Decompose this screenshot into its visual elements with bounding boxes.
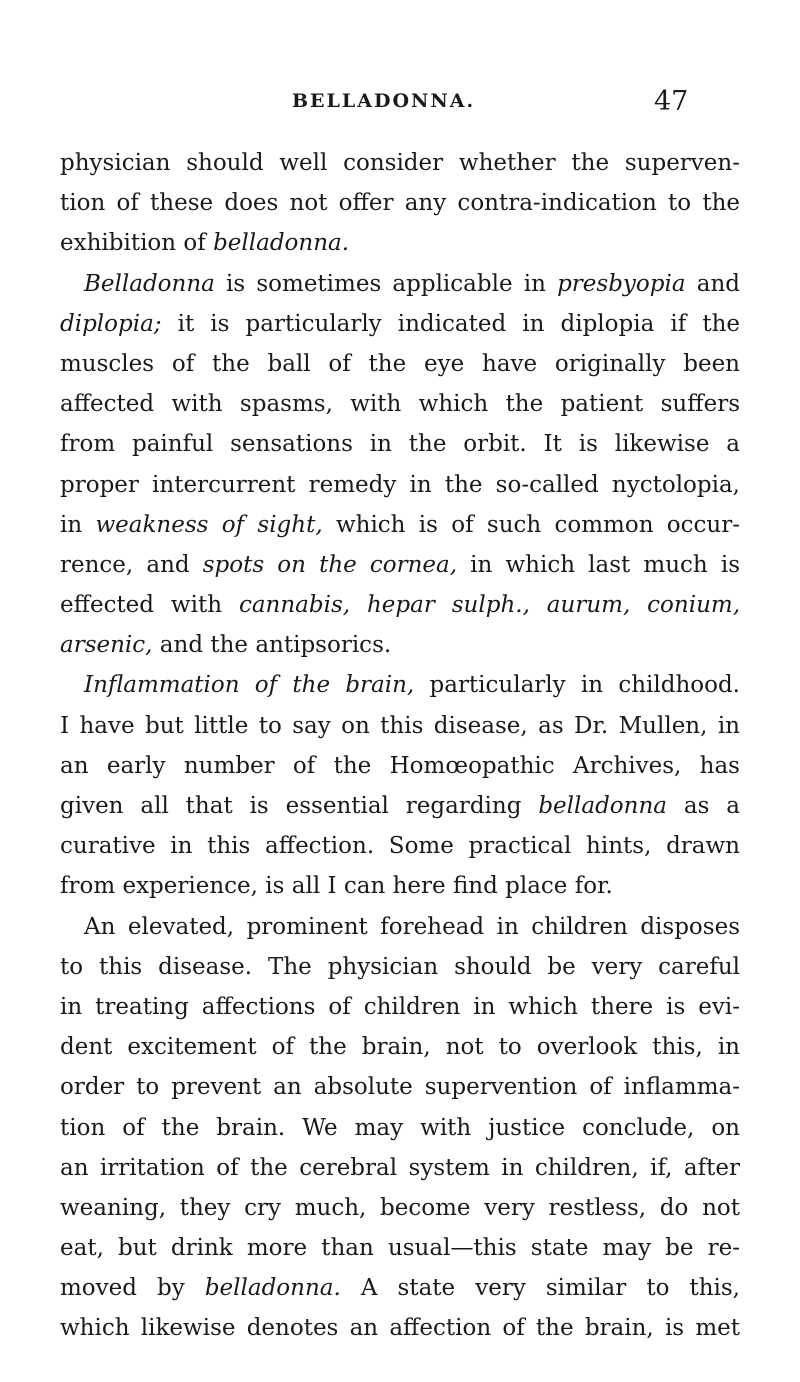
text-line (60, 143, 740, 183)
text-span: given all that is essential regarding (60, 793, 539, 819)
text-line (60, 625, 740, 665)
text-span: eat, but drink more than usual—this state may be re- (60, 1235, 740, 1262)
text-span: which is of such common occur- (322, 511, 740, 538)
italic-text: belladonna (538, 793, 667, 819)
text-span: in which last much is (457, 551, 740, 578)
text-span: rence, and (60, 551, 203, 578)
text-line (60, 465, 740, 505)
text-span: order to prevent an absolute supervention of inflamma- (60, 1074, 740, 1101)
text-line (60, 1268, 740, 1308)
text-line (60, 786, 740, 826)
body-text (60, 143, 740, 1349)
text-span: tion of these does not offer any contra-indication to the (60, 190, 740, 217)
text-span: weaning, they cry much, become very restless, do not (60, 1194, 740, 1221)
text-span: I have but little to say on this disease, as Dr. Mullen, in (60, 712, 740, 739)
text-span: An elevated, prominent forehead in children disposes (84, 913, 740, 940)
text-span: an irritation of the cerebral system in children, if, after (60, 1154, 740, 1181)
text-span: exhibition of (60, 230, 214, 257)
text-span: affected with spasms, with which the patient suffers (60, 391, 740, 418)
text-line (60, 665, 740, 705)
text-span: muscles of the ball of the eye have originally been (60, 350, 740, 377)
text-line (60, 545, 740, 585)
text-line (60, 907, 740, 947)
page-header (0, 86, 800, 126)
text-span: from experience, is all I can here find place for. (60, 873, 613, 900)
italic-text: Belladonna (84, 270, 215, 297)
text-line (60, 947, 740, 987)
italic-text: arsenic, (60, 632, 153, 659)
text-line (60, 746, 740, 786)
text-line (60, 1188, 740, 1228)
text-line (60, 1308, 740, 1348)
text-span: from painful sensations in the orbit. It is likewise a (60, 431, 740, 458)
page-number: 47 (654, 86, 689, 117)
text-line (60, 344, 740, 384)
text-line (60, 424, 740, 464)
italic-text: belladonna. (213, 230, 350, 257)
text-span: effected with (60, 592, 239, 619)
italic-text: diplopia; (60, 310, 162, 337)
text-line (60, 1108, 740, 1148)
text-span: physician should well consider whether the superven- (60, 150, 740, 176)
italic-text: presbyopia (557, 270, 686, 297)
text-span: and (685, 270, 740, 297)
text-span: tion of the brain. We may with justice conclude, on (60, 1114, 740, 1141)
text-span: particularly in childhood. (414, 672, 740, 699)
text-span: proper intercurrent remedy in the so-called nyctolopia, (60, 471, 740, 498)
text-span: in (60, 511, 96, 538)
text-line (60, 1027, 740, 1067)
text-line (60, 223, 740, 263)
italic-text: weakness of sight, (95, 511, 323, 538)
text-span: it is particularly indicated in diplopia if the (161, 310, 740, 337)
text-line (60, 304, 740, 344)
italic-text: Inflammation of the brain, (84, 672, 415, 699)
text-span: an early number of the Homœopathic Archives, has (60, 752, 740, 779)
text-span: and the antipsorics. (152, 632, 392, 659)
italic-text: spots on the cornea, (202, 551, 458, 578)
text-line (60, 1148, 740, 1188)
text-line (60, 264, 740, 304)
text-span: dent excitement of the brain, not to overlook this, in (60, 1034, 740, 1061)
text-span: curative in this affection. Some practical hints, drawn (60, 833, 740, 860)
text-line (60, 505, 740, 545)
text-line (60, 384, 740, 424)
text-span: is sometimes applicable in (214, 270, 558, 297)
text-line (60, 585, 740, 625)
text-span: A state very similar to this, (340, 1275, 740, 1302)
running-title: BELLADONNA. (292, 90, 476, 112)
text-span: which likewise denotes an affection of the brain, is met (60, 1315, 740, 1342)
text-span: as a (667, 793, 740, 819)
italic-text: belladonna. (204, 1275, 341, 1302)
italic-text: cannabis, hepar sulph., aurum, conium, (238, 592, 740, 619)
text-span: in treating affections of children in which there is evi- (60, 993, 740, 1020)
text-span: to this disease. The physician should be very careful (60, 953, 740, 980)
text-line (60, 826, 740, 866)
text-span: moved by (60, 1275, 205, 1302)
text-line (60, 1067, 740, 1107)
text-line (60, 866, 740, 906)
text-line (60, 1228, 740, 1268)
text-line (60, 183, 740, 223)
text-line (60, 706, 740, 746)
text-line (60, 987, 740, 1027)
